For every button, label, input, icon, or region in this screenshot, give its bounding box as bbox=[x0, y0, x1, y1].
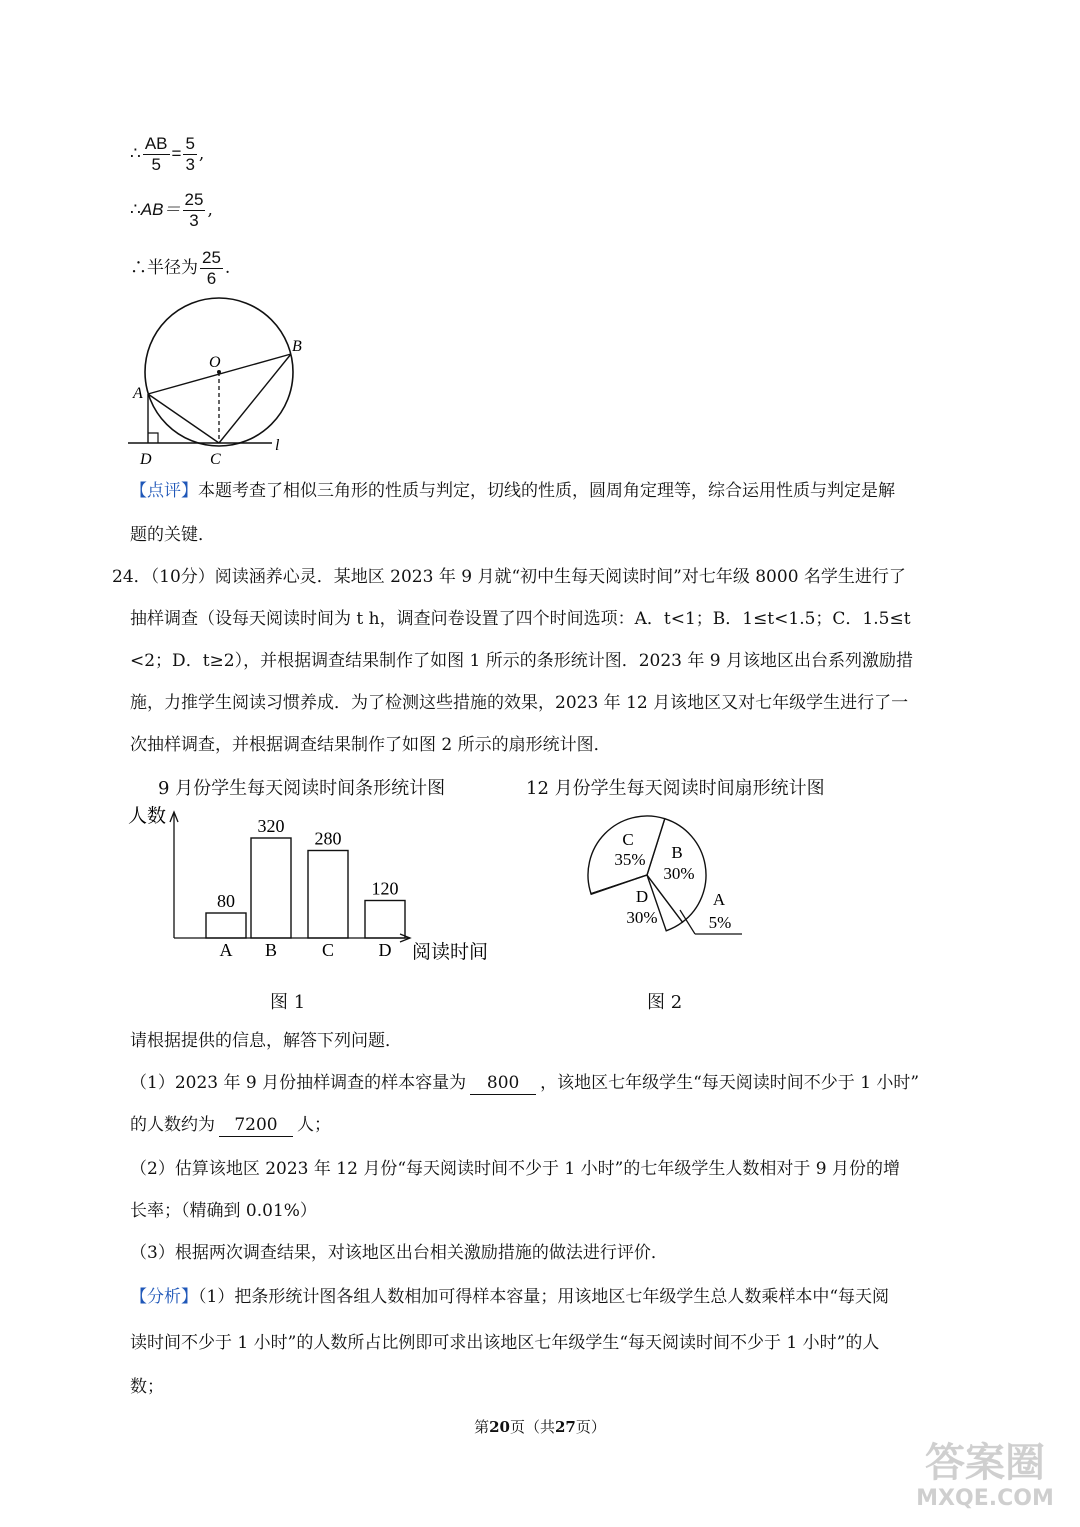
question-line-2: 抽样调查（设每天阅读时间为 t h，调查问卷设置了四个时间选项：A．t<1；B．1≤t<1.5；C．1.5≤t bbox=[130, 609, 911, 629]
pie-chart bbox=[580, 812, 750, 942]
analysis-line-2: 读时间不少于 1 小时”的人数所占比例即可求出该地区七年级学生“每天阅读时间不少于 1 小时”的人 bbox=[130, 1333, 880, 1353]
question-line-3: <2；D．t≥2），并根据调查结果制作了如图 1 所示的条形统计图．2023 年 9 月该地区出台系列激励措 bbox=[130, 651, 913, 671]
part-1-line-2: 的人数约为 7200 人； bbox=[130, 1115, 331, 1135]
bar-a bbox=[206, 913, 246, 938]
bar-d bbox=[365, 901, 405, 939]
page-number: 20 bbox=[489, 1418, 510, 1436]
bar-category-label-c: C bbox=[321, 940, 335, 960]
circle-geometry-figure bbox=[120, 300, 300, 475]
pie-category-label-b: B bbox=[671, 843, 683, 862]
right-angle-mark bbox=[148, 433, 158, 443]
page-footer: 第20页（共27页） bbox=[474, 1418, 606, 1436]
bar-c bbox=[308, 851, 348, 939]
part-1-line-1: （1）2023 年 9 月份抽样调查的样本容量为 800 ，该地区七年级学生“每天阅读时间不少于 1 小时” bbox=[130, 1073, 920, 1093]
part-2-line-1: （2）估算该地区 2023 年 12 月份“每天阅读时间不少于 1 小时”的七年级学生人数相对于 9 月份的增 bbox=[130, 1159, 900, 1179]
therefore-symbol: ∴ bbox=[130, 144, 141, 164]
pie-category-label-a: A bbox=[712, 890, 726, 909]
bar-category-label-a: A bbox=[219, 940, 233, 960]
bar-chart bbox=[120, 800, 510, 970]
total-pages: 27 bbox=[555, 1418, 576, 1436]
question-line-1: 24．（10分）阅读涵养心灵．某地区 2023 年 9 月就“初中生每天阅读时间”对七年级 8000 名学生进行了 bbox=[112, 567, 906, 587]
pie-percent-label-b: 30% bbox=[663, 864, 695, 883]
radius-label: 半径为 bbox=[147, 258, 198, 278]
comment-line-2: 题的关键． bbox=[130, 525, 215, 545]
analysis-line-1: 【分析】（1）把条形统计图各组人数相加可得样本容量；用该地区七年级学生总人数乘样本中“每天阅 bbox=[130, 1287, 890, 1307]
figure-2-caption: 图 2 bbox=[647, 992, 683, 1013]
label-l: l bbox=[275, 437, 280, 454]
pie-percent-label-c: 35% bbox=[614, 850, 646, 869]
solution-step-1: ∴ $\frac{AB}{5}$ = $\frac{5}{3}$ , bbox=[130, 134, 205, 174]
fraction-25-over-3: $\frac{25}{3}$ bbox=[184, 190, 204, 230]
question-line-5: 次抽样调查，并根据调查结果制作了如图 2 所示的扇形统计图． bbox=[130, 735, 611, 755]
fraction-ab-over-5: $\frac{AB}{5}$ bbox=[144, 134, 168, 174]
part-3-line: （3）根据两次调查结果，对该地区出台相关激励措施的做法进行评价． bbox=[130, 1243, 668, 1263]
label-d: D bbox=[140, 451, 152, 468]
pie-chart-marks bbox=[588, 816, 731, 932]
analysis-line-3: 数； bbox=[130, 1377, 164, 1397]
analysis-tag: 【分析】 bbox=[130, 1287, 198, 1307]
label-a: A bbox=[133, 385, 143, 402]
bar-category-label-b: B bbox=[264, 940, 278, 960]
bar-category-label-d: D bbox=[378, 940, 392, 960]
bar-chart-ylabel: 人数 bbox=[128, 806, 167, 827]
label-c: C bbox=[210, 451, 221, 468]
bar-chart-title: 9 月份学生每天阅读时间条形统计图 bbox=[158, 778, 446, 799]
watermark-text-1: 答案圈 bbox=[925, 1440, 1045, 1486]
fraction-5-over-3: $\frac{5}{3}$ bbox=[185, 134, 195, 174]
pie-category-label-c: C bbox=[622, 830, 634, 849]
bar-value-label-a: 80 bbox=[217, 891, 235, 911]
ab-equals: AB＝ bbox=[140, 200, 181, 219]
solution-step-2: ∴AB＝ $\frac{25}{3}$ , bbox=[130, 190, 213, 230]
solution-step-3: ∴半径为 $\frac{25}{6}$ . bbox=[130, 248, 231, 288]
segment-bc bbox=[219, 354, 291, 443]
figure-1-caption: 图 1 bbox=[270, 992, 306, 1013]
pie-percent-label-d: 30% bbox=[626, 908, 658, 927]
question-line-4: 施，力推学生阅读习惯养成．为了检测这些措施的效果，2023 年 12 月该地区又对七年级学生进行了一 bbox=[130, 693, 909, 713]
pie-category-label-d: D bbox=[635, 887, 649, 906]
part-2-line-2: 长率；（精确到 0.01%） bbox=[130, 1201, 317, 1221]
answer-sample-size: 800 bbox=[470, 1072, 536, 1095]
prompt-line: 请根据提供的信息，解答下列问题． bbox=[130, 1031, 402, 1051]
bar-b bbox=[251, 838, 291, 938]
label-o: O bbox=[209, 354, 221, 371]
label-b: B bbox=[292, 338, 302, 355]
watermark bbox=[900, 1440, 1070, 1524]
segment-ac bbox=[148, 394, 219, 443]
bar-chart-xlabel: 阅读时间 bbox=[412, 942, 489, 963]
bar-value-label-d: 120 bbox=[371, 878, 399, 899]
comment-line-1: 【点评】本题考查了相似三角形的性质与判定，切线的性质，圆周角定理等，综合运用性质与判定是解 bbox=[130, 481, 895, 501]
bar-value-label-c: 280 bbox=[314, 828, 342, 849]
answer-student-count: 7200 bbox=[219, 1114, 293, 1137]
watermark-text-2: MXQE.COM bbox=[916, 1486, 1054, 1511]
comment-tag: 【点评】 bbox=[130, 481, 198, 501]
pie-percent-label-a: 5% bbox=[708, 913, 732, 932]
bar-value-label-b: 320 bbox=[257, 816, 285, 836]
fraction-25-over-6: $\frac{25}{6}$ bbox=[202, 248, 221, 288]
pie-chart-title: 12 月份学生每天阅读时间扇形统计图 bbox=[526, 778, 825, 799]
